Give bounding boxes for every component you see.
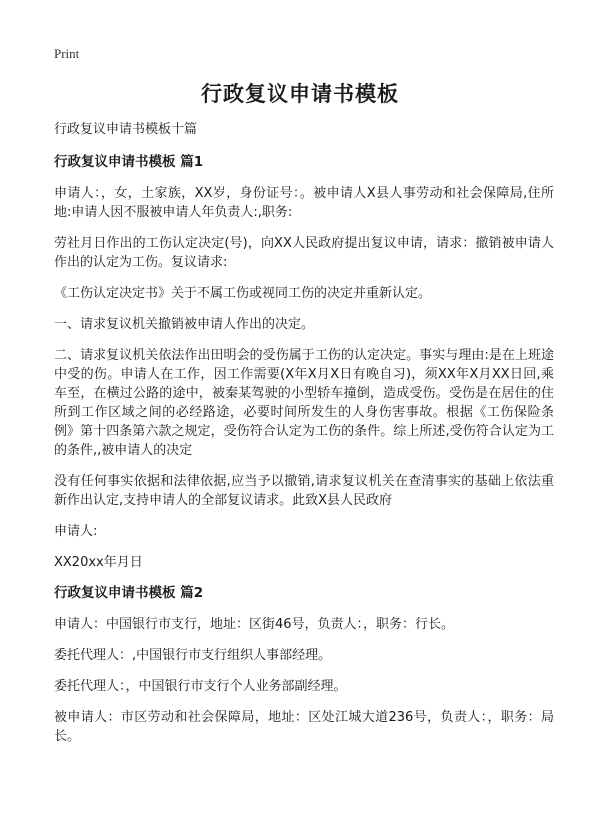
paragraph: 申请人：，女，土家族，XX岁，身份证号：。被申请人X县人事劳动和社会保障局,住所地:申请人因不服被申请人年负责人:,职务: [54,186,554,220]
date-line: XX20xx年月日 [54,555,143,570]
paragraph: 委托代理人：，中国银行市支行个人业务部副经理。 [54,679,347,694]
paragraph: 二、请求复议机关依法作出田明会的受伤属于工伤的认定决定。事实与理由:是在上班途中受的伤。申请人在工作，因工作需要(X年X月X日有晚自习)，须XX年X月XX日回,乘车至，在横过公路的途中，被秦某驾驶的小型轿车撞倒，造成受伤。受伤是在居住的住所到工作区域之间的必经路途，必要时间所发生的人身伤害事故。根据《工伤保险条例》第十四条第六款之规定，受伤符合认定为工伤的条件。综上所述,受伤符合认定为工的条件,,被申请人的决定 [54,348,554,458]
paragraph: 委托代理人：,中国银行市支行组织人事部经理。 [54,648,332,663]
paragraph: 被申请人：市区劳动和社会保障局，地址：区处江城大道236号，负责人：，职务：局长。 [54,710,554,744]
paragraph: 《工伤认定决定书》关于不属工伤或视同工伤的决定并重新认定。 [54,286,432,301]
document-body [54,120,554,758]
paragraph: 一、请求复议机关撤销被申请人作出的决定。 [54,317,315,332]
signature-line: 申请人: [54,524,98,539]
page-title: 行政复议申请书模板 [201,82,399,106]
print-label: Print [54,46,80,61]
paragraph: 劳社月日作出的工伤认定决定(号)，向XX人民政府提出复议申请，请求：撤销被申请人作出的认定为工伤。复议请求: [54,236,554,270]
section-heading-1: 行政复议申请书模板 篇1 [54,154,204,170]
document-subtitle: 行政复议申请书模板十篇 [54,122,198,137]
paragraph: 申请人：中国银行市支行，地址：区街46号，负责人：，职务：行长。 [54,617,455,632]
paragraph: 没有任何事实依据和法律依据,应当予以撤销,请求复议机关在查清事实的基础上依法重新作出认定,支持申请人的全部复议请求。此致X县人民政府 [54,474,554,508]
section-heading-2: 行政复议申请书模板 篇2 [54,585,204,601]
